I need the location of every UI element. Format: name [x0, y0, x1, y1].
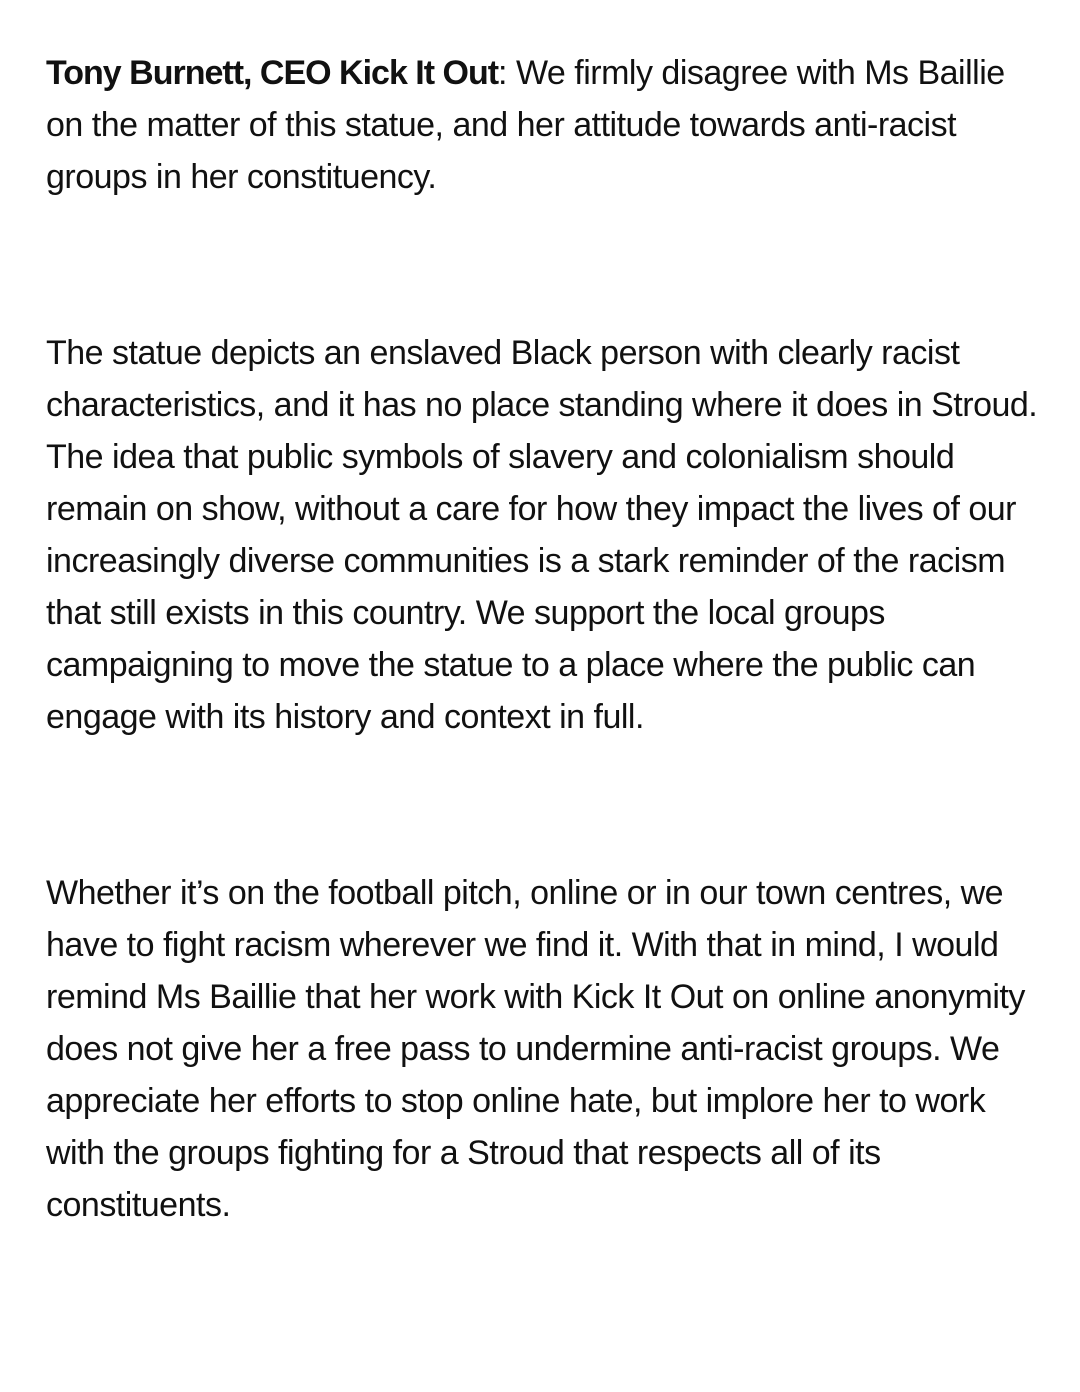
speaker-separator: :: [498, 54, 507, 92]
statement-body: [46, 47, 1046, 1231]
speaker-name: Tony Burnett, CEO Kick It Out: [46, 54, 499, 92]
paragraph-1-text: We firmly disagree with Ms Baillie on the matter of this statue, and her attitude towards anti-racist groups in her constituency.: [46, 54, 1005, 196]
paragraph-1: [46, 47, 1046, 203]
paragraph-3: Whether it’s on the football pitch, online or in our town centres, we have to fight racism wherever we find it. With that in mind, I would remind Ms Baillie that her work with Kick It Out on online anonymity does not give her a free pass to undermine anti-racist groups. We appreciate her efforts to stop online hate, but implore her to work with the groups fighting for a Stroud that respects all of its constituents.: [46, 874, 1025, 1224]
paragraph-2: The statue depicts an enslaved Black person with clearly racist characteristics, and it has no place standing where it does in Stroud. The idea that public symbols of slavery and colonialism should remain on show, without a care for how they impact the lives of our increasingly diverse communities is a stark reminder of the racism that still exists in this country. We support the local groups campaigning to move the statue to a place where the public can engage with its history and context in full.: [46, 334, 1038, 736]
